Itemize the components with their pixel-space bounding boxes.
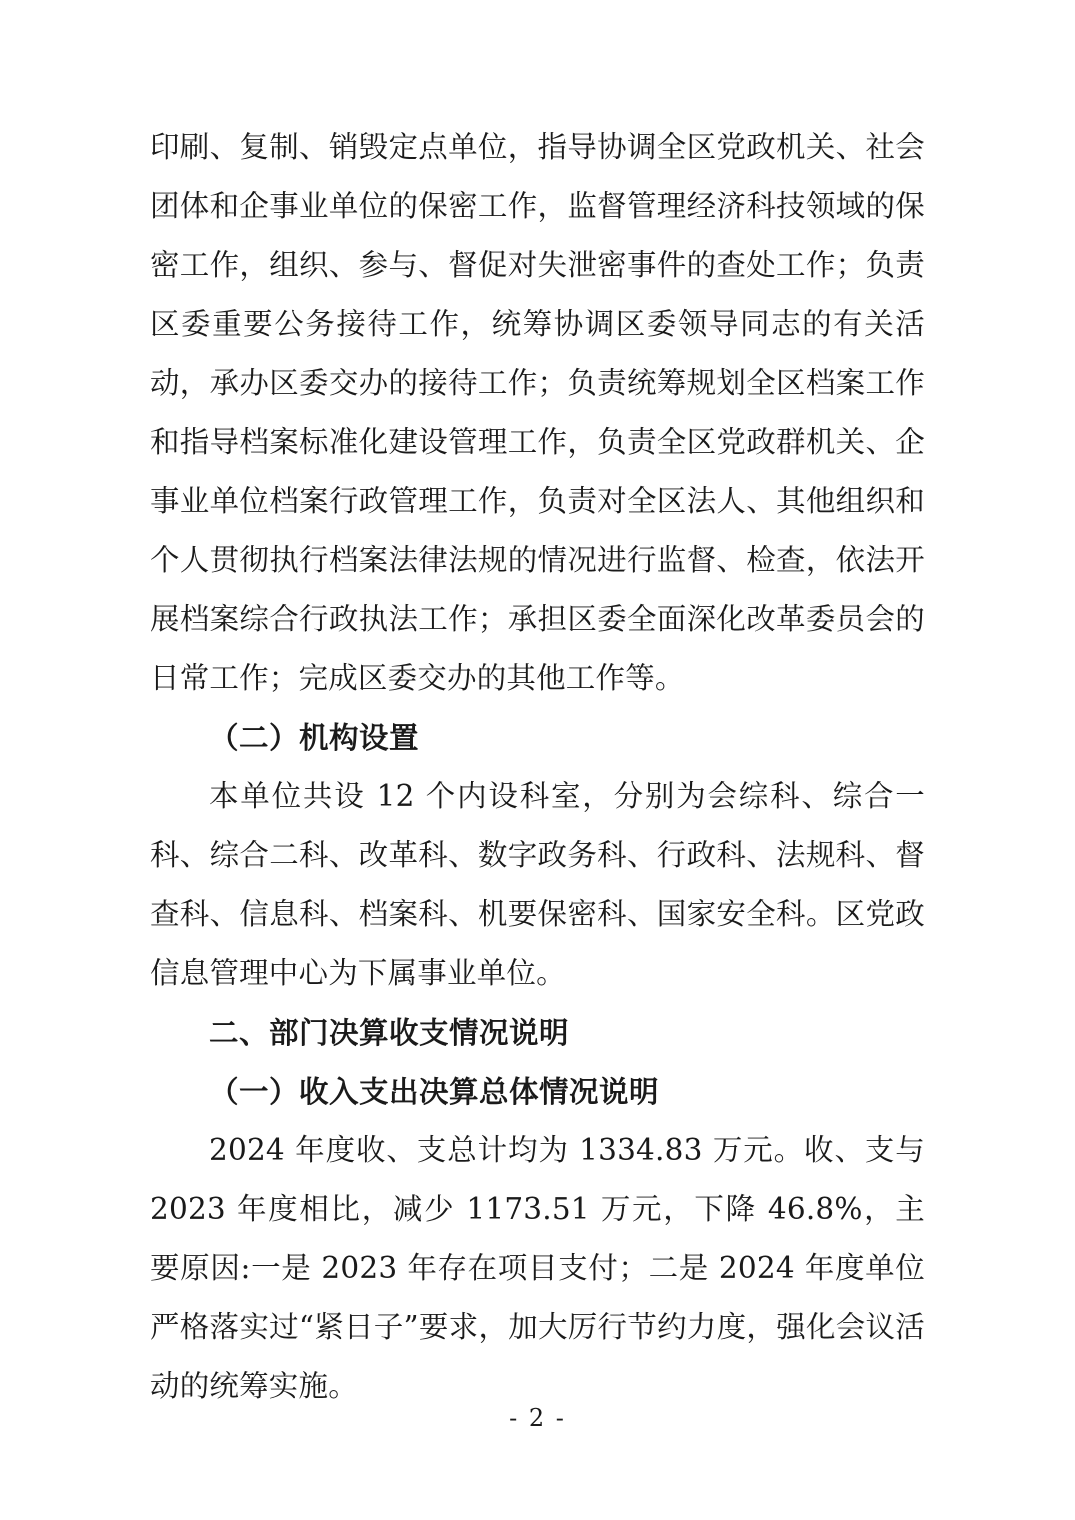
- heading-organization-setup: （二）机构设置: [209, 720, 420, 755]
- paragraph-income-expense-overview: 2024 年度收、支总计均为 1334.83 万元。收、支与 2023 年度相比，减少 1173.51 万元，下降 46.8%，主要原因:一是 2023 年存在项目支付；二是 2024 年度单位严格落实过“紧日子”要求，加大厉行节约力度，强化会议活动的统筹实施。: [150, 1133, 925, 1403]
- heading-section-two: 二、部门决算收支情况说明: [209, 1015, 570, 1050]
- page-content: [150, 118, 925, 1416]
- paragraph-duties: 印刷、复制、销毁定点单位，指导协调全区党政机关、社会团体和企事业单位的保密工作，监督管理经济科技领域的保密工作，组织、参与、督促对失泄密事件的查处工作；负责区委重要公务接待工作，统筹协调区委领导同志的有关活动，承办区委交办的接待工作；负责统筹规划全区档案工作和指导档案标准化建设管理工作，负责全区党政群机关、企事业单位档案行政管理工作，负责对全区法人、其他组织和个人贯彻执行档案法律法规的情况进行监督、检查，依法开展档案综合行政执法工作；承担区委全面深化改革委员会的日常工作；完成区委交办的其他工作等。: [150, 130, 925, 695]
- page-number: - 2 -: [509, 1404, 566, 1432]
- heading-income-expense-overview: （一）收入支出决算总体情况说明: [209, 1074, 660, 1109]
- paragraph-organization-setup: 本单位共设 12 个内设科室，分别为会综科、综合一科、综合二科、改革科、数字政务科、行政科、法规科、督查科、信息科、档案科、机要保密科、国家安全科。区党政信息管理中心为下属事业单位。: [150, 779, 925, 990]
